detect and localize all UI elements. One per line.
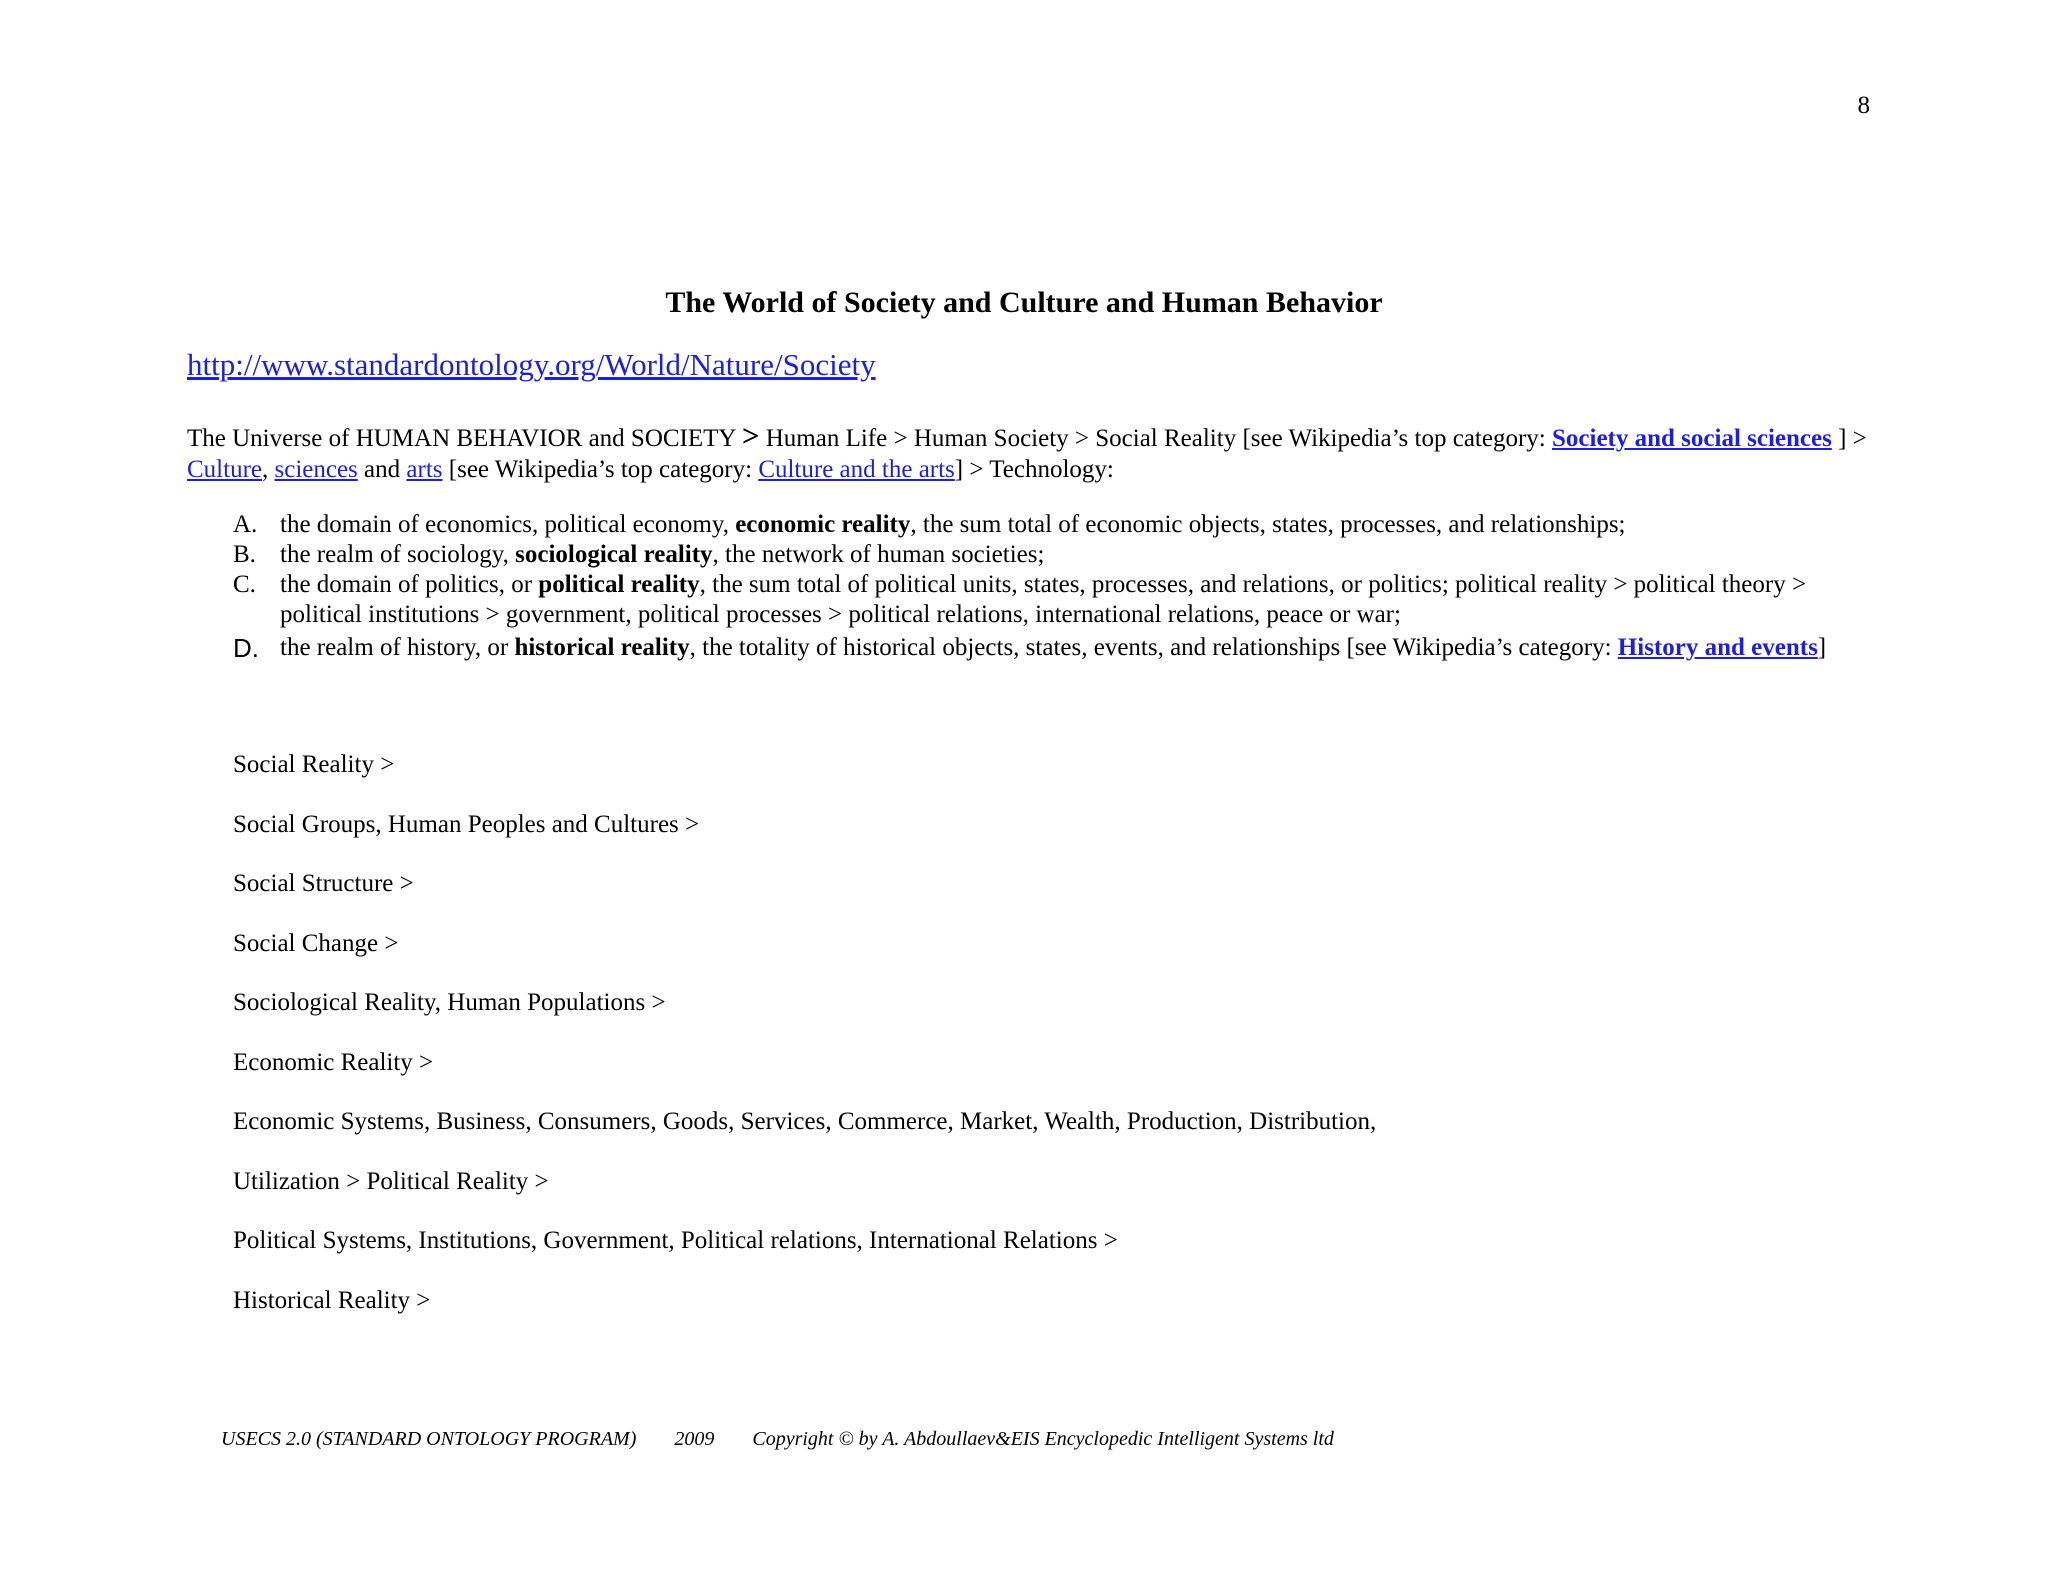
list-item-text: , the sum total of political units, states, processes, and relations, or politics; political reality > political theory > political institutions > government, political processes > political relations, international relations, peace or war;: [280, 571, 1807, 628]
list-marker: B.: [233, 541, 256, 568]
intro-text-4: [see Wikipedia’s top category:: [442, 456, 759, 483]
history-and-events-link[interactable]: History and events: [1617, 634, 1818, 661]
intro-text-5: ] > Technology:: [954, 456, 1114, 483]
list-item-b: [233, 540, 1873, 570]
list-marker: D.: [233, 633, 259, 663]
list-item-text: ]: [1817, 634, 1827, 661]
url-link[interactable]: http://www.standardontology.org/World/Nature/Society: [187, 347, 876, 382]
sciences-link[interactable]: sciences: [274, 456, 358, 483]
outline-item-economic-systems: Economic Systems, Business, Consumers, Goods, Services, Commerce, Market, Wealth, Production, Distribution,: [233, 1108, 1377, 1135]
reality-list: [233, 510, 1873, 663]
page-footer: [221, 1428, 1372, 1451]
intro-text-1: The Universe of HUMAN BEHAVIOR and SOCIETY: [187, 425, 742, 452]
list-item-content: [280, 540, 1873, 570]
footer-year: 2009: [674, 1428, 715, 1450]
outline-item-social-structure: Social Structure >: [233, 870, 414, 897]
outline-item-social-groups: Social Groups, Human Peoples and Cultures >: [233, 810, 700, 838]
list-item-content: [280, 570, 1873, 630]
outline-item-social-reality: Social Reality >: [233, 751, 395, 778]
list-item-term: sociological reality: [515, 541, 713, 568]
list-item-text: the realm of history, or: [280, 634, 515, 661]
list-marker: A.: [233, 511, 258, 538]
list-item-d: [233, 633, 1873, 663]
culture-link[interactable]: Culture: [187, 456, 262, 483]
page-number: 8: [1857, 92, 1870, 119]
list-item-content: [280, 510, 1873, 540]
footer-program: USECS 2.0 (STANDARD ONTOLOGY PROGRAM): [221, 1428, 637, 1450]
list-item-text: the realm of sociology,: [280, 541, 516, 568]
list-item-text: the domain of politics, or: [280, 571, 539, 598]
page-title: The World of Society and Culture and Human Behavior: [665, 286, 1383, 319]
footer-copyright: Copyright © by A. Abdoullaev&EIS Encyclopedic Intelligent Systems ltd: [752, 1428, 1334, 1450]
list-item-text: , the totality of historical objects, states, events, and relationships [see Wikipedia’s category:: [689, 634, 1618, 661]
intro-paragraph: [187, 420, 1867, 485]
intro-text-3: ] >: [1831, 425, 1867, 452]
culture-and-the-arts-link[interactable]: Culture and the arts: [758, 456, 955, 483]
list-marker: C.: [233, 571, 256, 598]
outline-item-social-change: Social Change >: [233, 929, 399, 957]
intro-arrow: >: [741, 418, 760, 453]
intro-comma: ,: [262, 456, 275, 483]
outline-item-economic-reality: Economic Reality >: [233, 1048, 434, 1076]
list-item-text: the domain of economics, political economy,: [280, 511, 736, 538]
list-item-term: political reality: [538, 571, 700, 598]
list-item-term: historical reality: [514, 634, 690, 661]
intro-text-2: Human Life > Human Society > Social Reality [see Wikipedia’s top category:: [759, 425, 1552, 452]
intro-and: and: [357, 456, 407, 483]
list-item-term: economic reality: [735, 511, 911, 538]
outline-item-utilization: Utilization > Political Reality >: [233, 1167, 549, 1195]
list-item-text: , the sum total of economic objects, states, processes, and relationships;: [910, 511, 1626, 538]
outline-item-political-systems: Political Systems, Institutions, Government, Political relations, International Relations >: [233, 1227, 1118, 1254]
outline-list: [233, 748, 1833, 1343]
list-item-text: , the network of human societies;: [712, 541, 1045, 568]
outline-item-historical-reality: Historical Reality >: [233, 1286, 431, 1314]
list-item-c: [233, 570, 1873, 630]
arts-link[interactable]: arts: [406, 456, 443, 483]
outline-item-sociological-reality: Sociological Reality, Human Populations >: [233, 989, 666, 1016]
list-item-a: [233, 510, 1873, 540]
society-social-sciences-link[interactable]: Society and social sciences: [1552, 425, 1832, 452]
list-item-content: [280, 633, 1873, 663]
